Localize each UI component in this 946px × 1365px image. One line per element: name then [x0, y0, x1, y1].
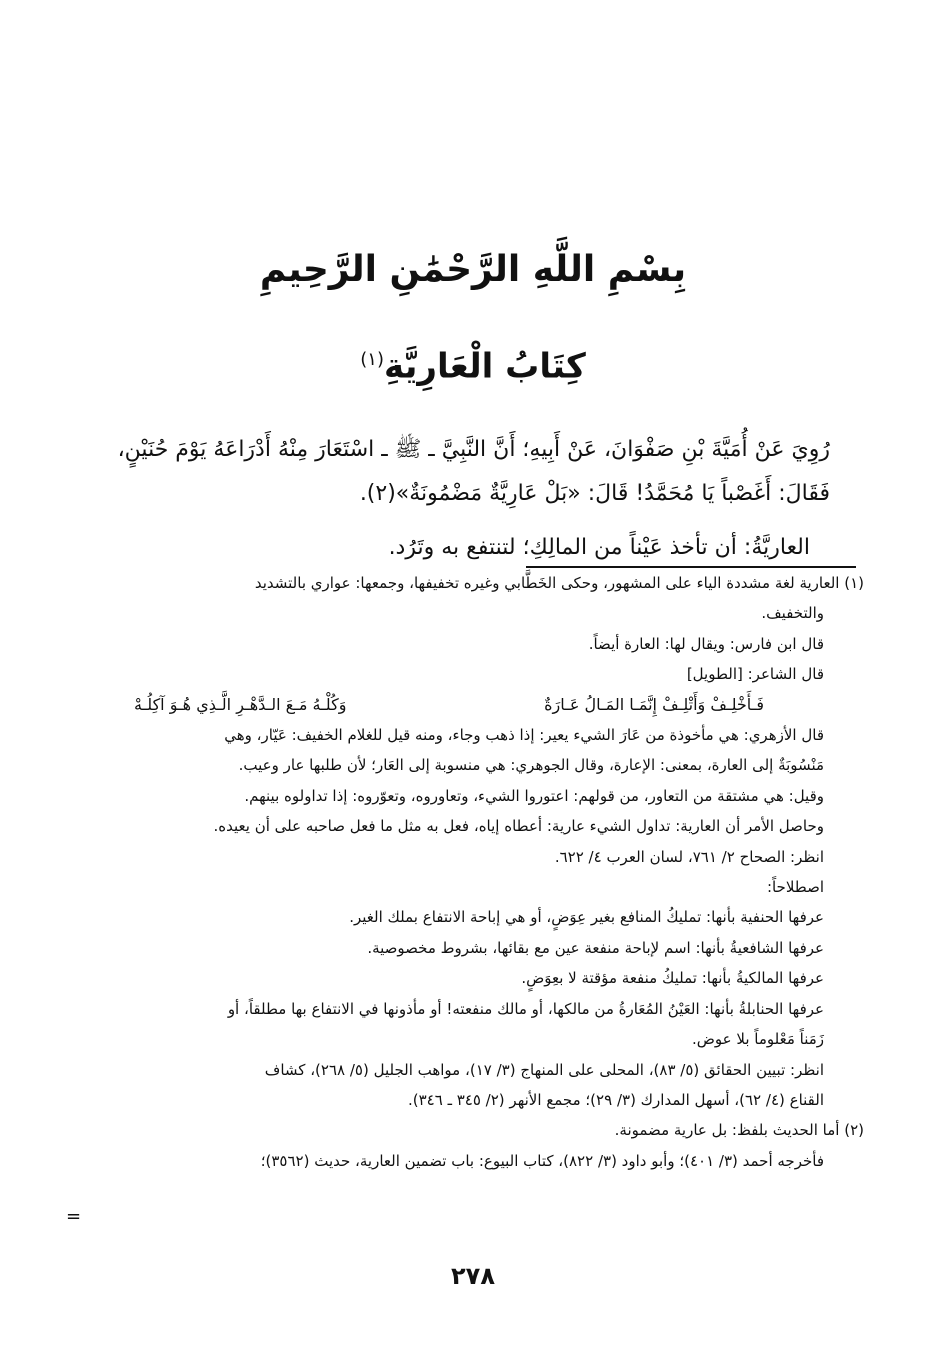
chapter-title: [0, 330, 946, 396]
footnote-line: قال الأزهري: هي مأخوذة من عَارَ الشيء يعير: إذا ذهب وجاء، ومنه قيل للغلام الخفيف: عَيّار، وهي: [224, 726, 824, 745]
footnote-line: عرفها الحنابلةُ بأنها: العَيْنُ المُعَارةُ من مالكها، أو مالك منفعته! أو مأذونها في الانتفاع بها مطلقاً، أو: [227, 999, 824, 1018]
poem-second-hemistich: وَكُلْـهُ مَـعَ الـدَّهْـرِ الَّـذِي هُـوَ آكِلُـهْ: [134, 694, 347, 714]
poem-verse: [94, 690, 864, 720]
footnote-line: قال الشاعر: [الطويل]: [686, 665, 824, 684]
footnote-line: فأخرجه أحمد (٣/ ٤٠١)؛ وأبو داود (٣/ ٨٢٢)، كتاب البيوع: باب تضمين العارية، حديث (٣٥٦٢)؛: [260, 1151, 824, 1170]
footnote-line: وحاصل الأمر أن العارية: تداول الشيء عارية: أعطاه إياه، فعل به مثل ما فعل صاحبه على أن يعيده.: [213, 817, 824, 836]
hadith-line-2: فَقَالَ: أَغَصْباً يَا مُحَمَّدُ! قَالَ: «بَلْ عَارِيَّةٌ مَضْمُونَةٌ»(٢).: [359, 481, 830, 506]
footnote-line: عرفها المالكيةُ بأنها: تمليكُ منفعة مؤقتة لا بعِوَضٍ.: [521, 969, 824, 988]
basmala-heading: بِسْمِ اللَّهِ الرَّحْمَٰنِ الرَّحِيمِ: [259, 249, 687, 290]
footnote-line: انظر: تبيين الحقائق (٥/ ٨٣)، المحلى على المنهاج (٣/ ١٧)، مواهب الجليل (٥/ ٢٦٨)، كشاف: [264, 1060, 824, 1079]
footnote-line: (٢) أما الحديث بلفظ: بل عارية مضمونة.: [614, 1121, 864, 1140]
footnote-line: قال ابن فارس: ويقال لها: العارة أيضاً.: [588, 634, 824, 653]
footnote-line: والتخفيف.: [761, 604, 824, 623]
footnote-line: انظر: الصحاح ٢/ ٧٦١، لسان العرب ٤/ ٦٢٢.: [554, 847, 824, 866]
footnote-line: القناع (٤/ ٦٢)، أسهل المدارك (٣/ ٢٩)؛ مجمع الأنهر (٢/ ٣٤٥ ـ ٣٤٦).: [408, 1090, 824, 1109]
footnote-line: زَمَناً مَعْلوماً بلا عوض.: [692, 1030, 824, 1049]
definition-paragraph: العاريَّةُ: أن تأخذ عَيْناً من المالِكِ؛ لتنتفع به وتَرُد.: [388, 535, 810, 560]
footnote-line: وقيل: هي مشتقة من التعاور، من قولهم: اعتوروا الشيء، وتعاوروه، وتعوّروه: إذا تداولوه بينهم.: [244, 786, 824, 805]
footnote-line: عرفها الشافعيةُ بأنها: اسم لإباحة منفعة عين مع بقائها، بشروط مخصوصية.: [367, 938, 824, 957]
hadith-line-1: رُوِيَ عَنْ أُمَيَّةَ بْنِ صَفْوَانَ، عَنْ أَبِيهِ؛ أَنَّ النَّبِيَّ ـ ﷺ ـ اسْتَعَارَ مِنْهُ أَدْرَاعَهُ يَوْمَ حُنَيْنٍ،: [117, 437, 830, 462]
chapter-title-footnote-ref: (١): [360, 349, 384, 370]
footnote-line: (١) العارية لغة مشددة الياء على المشهور، وحكى الخَطَّابي وغيره تخفيفها، وجمعها: عواري بالتشديد: [254, 574, 864, 592]
continuation-mark: =: [66, 1206, 82, 1227]
poem-first-hemistich: فَـأَخْلِـفْ وَأَتْلِـفْ إِنَّمَـا المَـالُ عَـارَةٌ: [544, 694, 764, 714]
chapter-title-text: كِتَابُ الْعَارِيَّةِ: [383, 346, 586, 387]
main-text: [96, 428, 830, 570]
footnote-line: مَنْسُوبَةٌ إلى العارة، بمعنى: الإعارة، وقال الجوهري: هي منسوبة إلى العَار؛ لأن طلبها عار وعيب.: [238, 756, 824, 775]
page-number: ٢٧٨: [451, 1262, 495, 1290]
footnotes-section: [94, 568, 864, 1176]
footnote-line: عرفها الحنفية بأنها: تمليكُ المنافع بغير عِوَضٍ، أو هي إباحة الانتفاع بملك الغير.: [349, 908, 824, 927]
footnote-line: اصطلاحاً:: [766, 878, 824, 897]
